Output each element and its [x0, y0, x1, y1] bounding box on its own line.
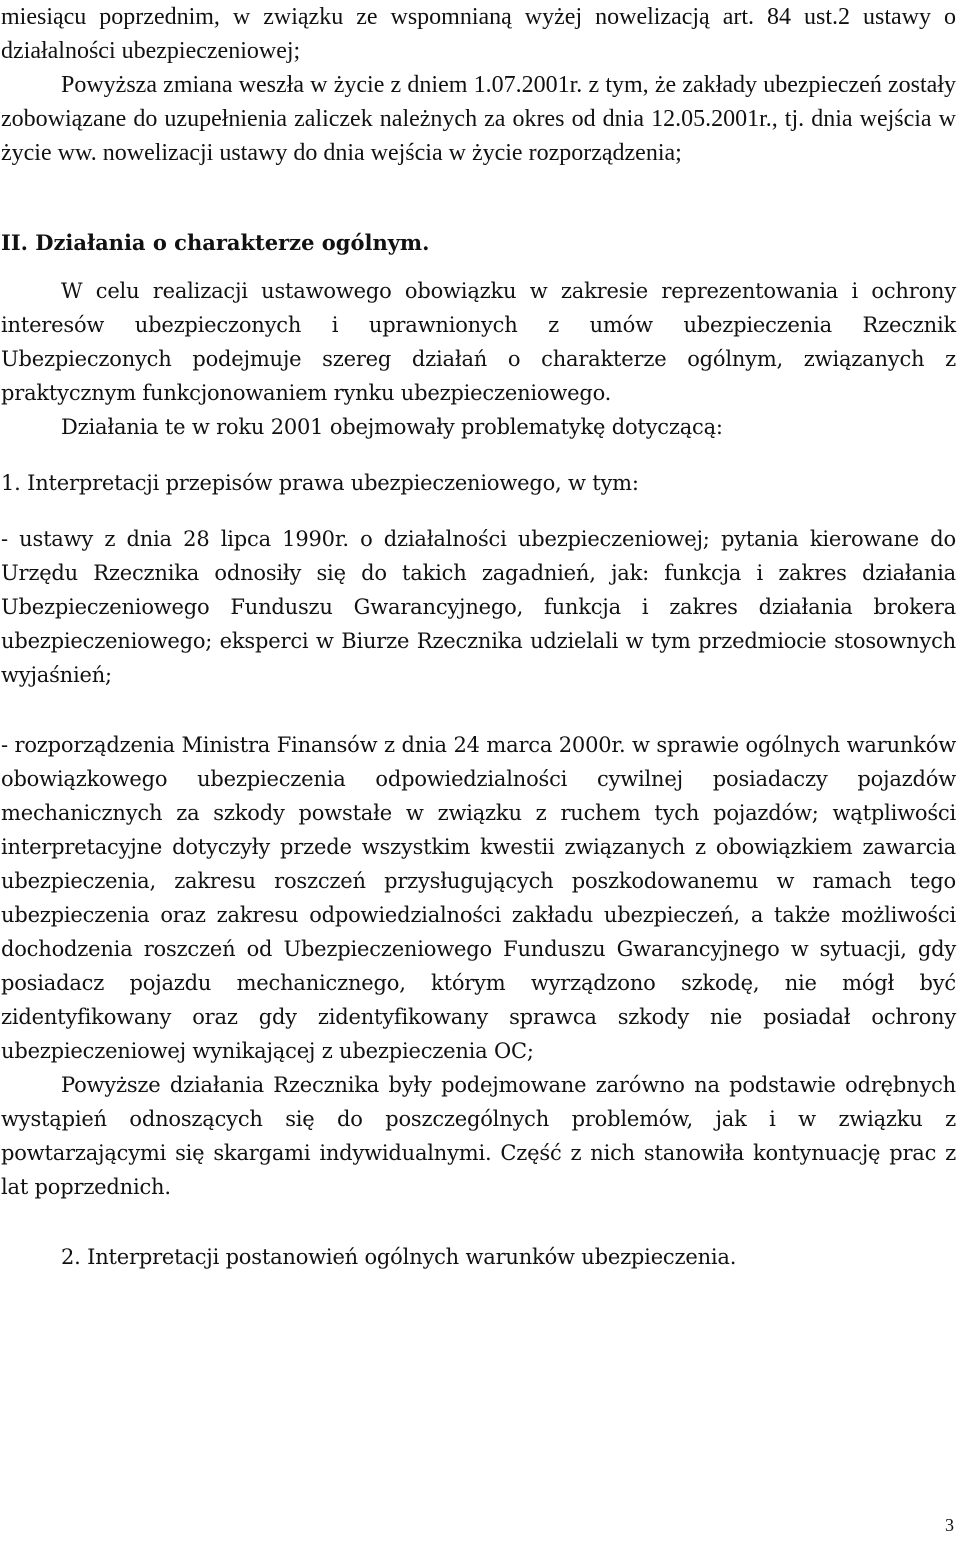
list-item-2-title: 2. Interpretacji postanowień ogólnych warunków ubezpieczenia.: [61, 1245, 737, 1269]
spacer: [1, 170, 956, 226]
spacer: [1, 444, 956, 466]
page-number: 3: [945, 1515, 954, 1535]
spacer: [1, 1204, 956, 1240]
list-item-1-summary: Powyższe działania Rzecznika były podejmowane zarówno na podstawie odrębnych wystąpień odnoszących się do poszczególnych problemów, jak i w związku z powtarzającymi się skargami indywidualnymi. Część z nich stanowiła kontynuację prac z lat poprzednich.: [1, 1073, 956, 1199]
intro-paragraph-continued: Powyższa zmiana weszła w życie z dniem 1.07.2001r. z tym, że zakłady ubezpieczeń zostały zobowiązane do uzupełnienia zaliczek należnych za okres od dnia 12.05.2001r., tj. dnia wejścia w życie ww. nowelizacji ustawy do dnia wejścia w życie rozporządzenia;: [1, 72, 956, 166]
list-item-1-point-b: - rozporządzenia Ministra Finansów z dnia 24 marca 2000r. w sprawie ogólnych warunków obowiązkowego ubezpieczenia odpowiedzialności cywilnej posiadaczy pojazdów mechanicznych za szkody powstałe w związku z ruchem tych pojazdów; wątpliwości interpretacyjne dotyczyły przede wszystkim kwestii związanych z obowiązkiem zawarcia ubezpieczenia, zakresu roszczeń przysługujących poszkodowanemu w ramach tego ubezpieczenia oraz zakresu odpowiedzialności zakładu ubezpieczeń, a także możliwości dochodzenia roszczeń od Ubezpieczeniowego Funduszu Gwarancyjnego w sytuacji, gdy posiadacz pojazdu mechanicznego, którym wyrządzono szkodę, nie mógł być zidentyfikowany oraz gdy zidentyfikowany sprawca szkody nie posiadał ochrony ubezpieczeniowej wynikającej z ubezpieczenia OC;: [1, 733, 956, 1063]
section-paragraph: W celu realizacji ustawowego obowiązku w zakresie reprezentowania i ochrony interesów ubezpieczonych i uprawnionych z umów ubezpieczenia Rzecznik Ubezpieczonych podejmuje szereg działań o charakterze ogólnym, związanych z praktycznym funkcjonowaniem rynku ubezpieczeniowego.: [1, 279, 956, 405]
list-item-1-point-a: - ustawy z dnia 28 lipca 1990r. o działalności ubezpieczeniowej; pytania kierowane do Urzędu Rzecznika odnosiły się do takich zagadnień, jak: funkcja i zakres działania Ubezpieczeniowego Funduszu Gwarancyjnego, funkcja i zakres działania brokera ubezpieczeniowego; eksperci w Biurze Rzecznika udzielali w tym przedmiocie stosownych wyjaśnień;: [1, 527, 956, 687]
section-heading: II. Działania o charakterze ogólnym.: [1, 230, 430, 255]
spacer: [1, 260, 956, 274]
section-paragraph-scope: Działania te w roku 2001 obejmowały problematykę dotyczącą:: [61, 415, 723, 439]
spacer: [1, 692, 956, 728]
list-item-1-title: 1. Interpretacji przepisów prawa ubezpieczeniowego, w tym:: [1, 471, 639, 495]
intro-paragraph: miesiącu poprzednim, w związku ze wspomnianą wyżej nowelizacją art. 84 ust.2 ustawy o działalności ubezpieczeniowej;: [1, 4, 956, 64]
spacer: [1, 500, 956, 522]
